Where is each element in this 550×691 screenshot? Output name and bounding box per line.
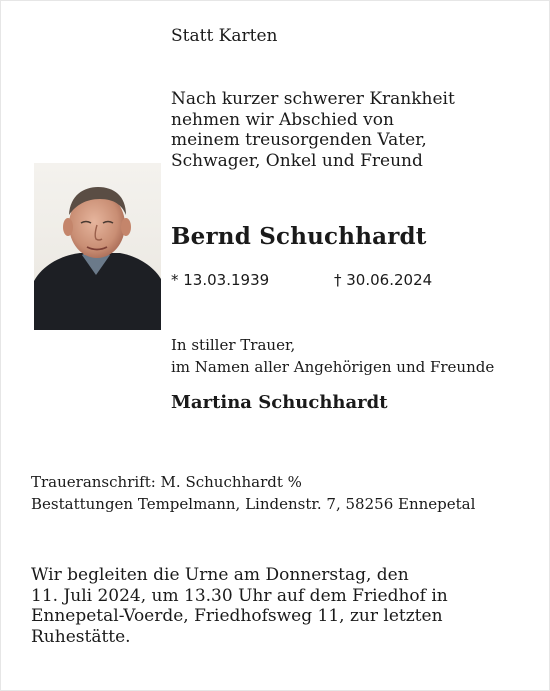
statt-karten-heading: Statt Karten xyxy=(171,26,278,46)
mourning-address: Traueranschrift: M. Schuchhardt % Bestattungen Tempelmann, Lindenstr. 7, 58256 Ennepetal xyxy=(31,473,476,513)
deceased-name: Bernd Schuchhardt xyxy=(171,223,427,250)
birth-date: * 13.03.1939 xyxy=(171,271,270,289)
death-date: † 30.06.2024 xyxy=(334,271,433,289)
portrait-photo xyxy=(34,163,161,330)
mourner-name: Martina Schuchhardt xyxy=(171,392,388,413)
ceremony-details: Wir begleiten die Urne am Donnerstag, den 11. Juli 2024, um 13.30 Uhr auf dem Friedhof in Ennepetal-Voerde, Friedhofsweg 11, zur letzten Ruhestätte. xyxy=(31,565,448,647)
mourning-text: In stiller Trauer, im Namen aller Angehörigen und Freunde xyxy=(171,336,495,376)
intro-paragraph: Nach kurzer schwerer Krankheit nehmen wir Abschied von meinem treusorgenden Vater, Schwager, Onkel und Freund xyxy=(171,89,455,171)
